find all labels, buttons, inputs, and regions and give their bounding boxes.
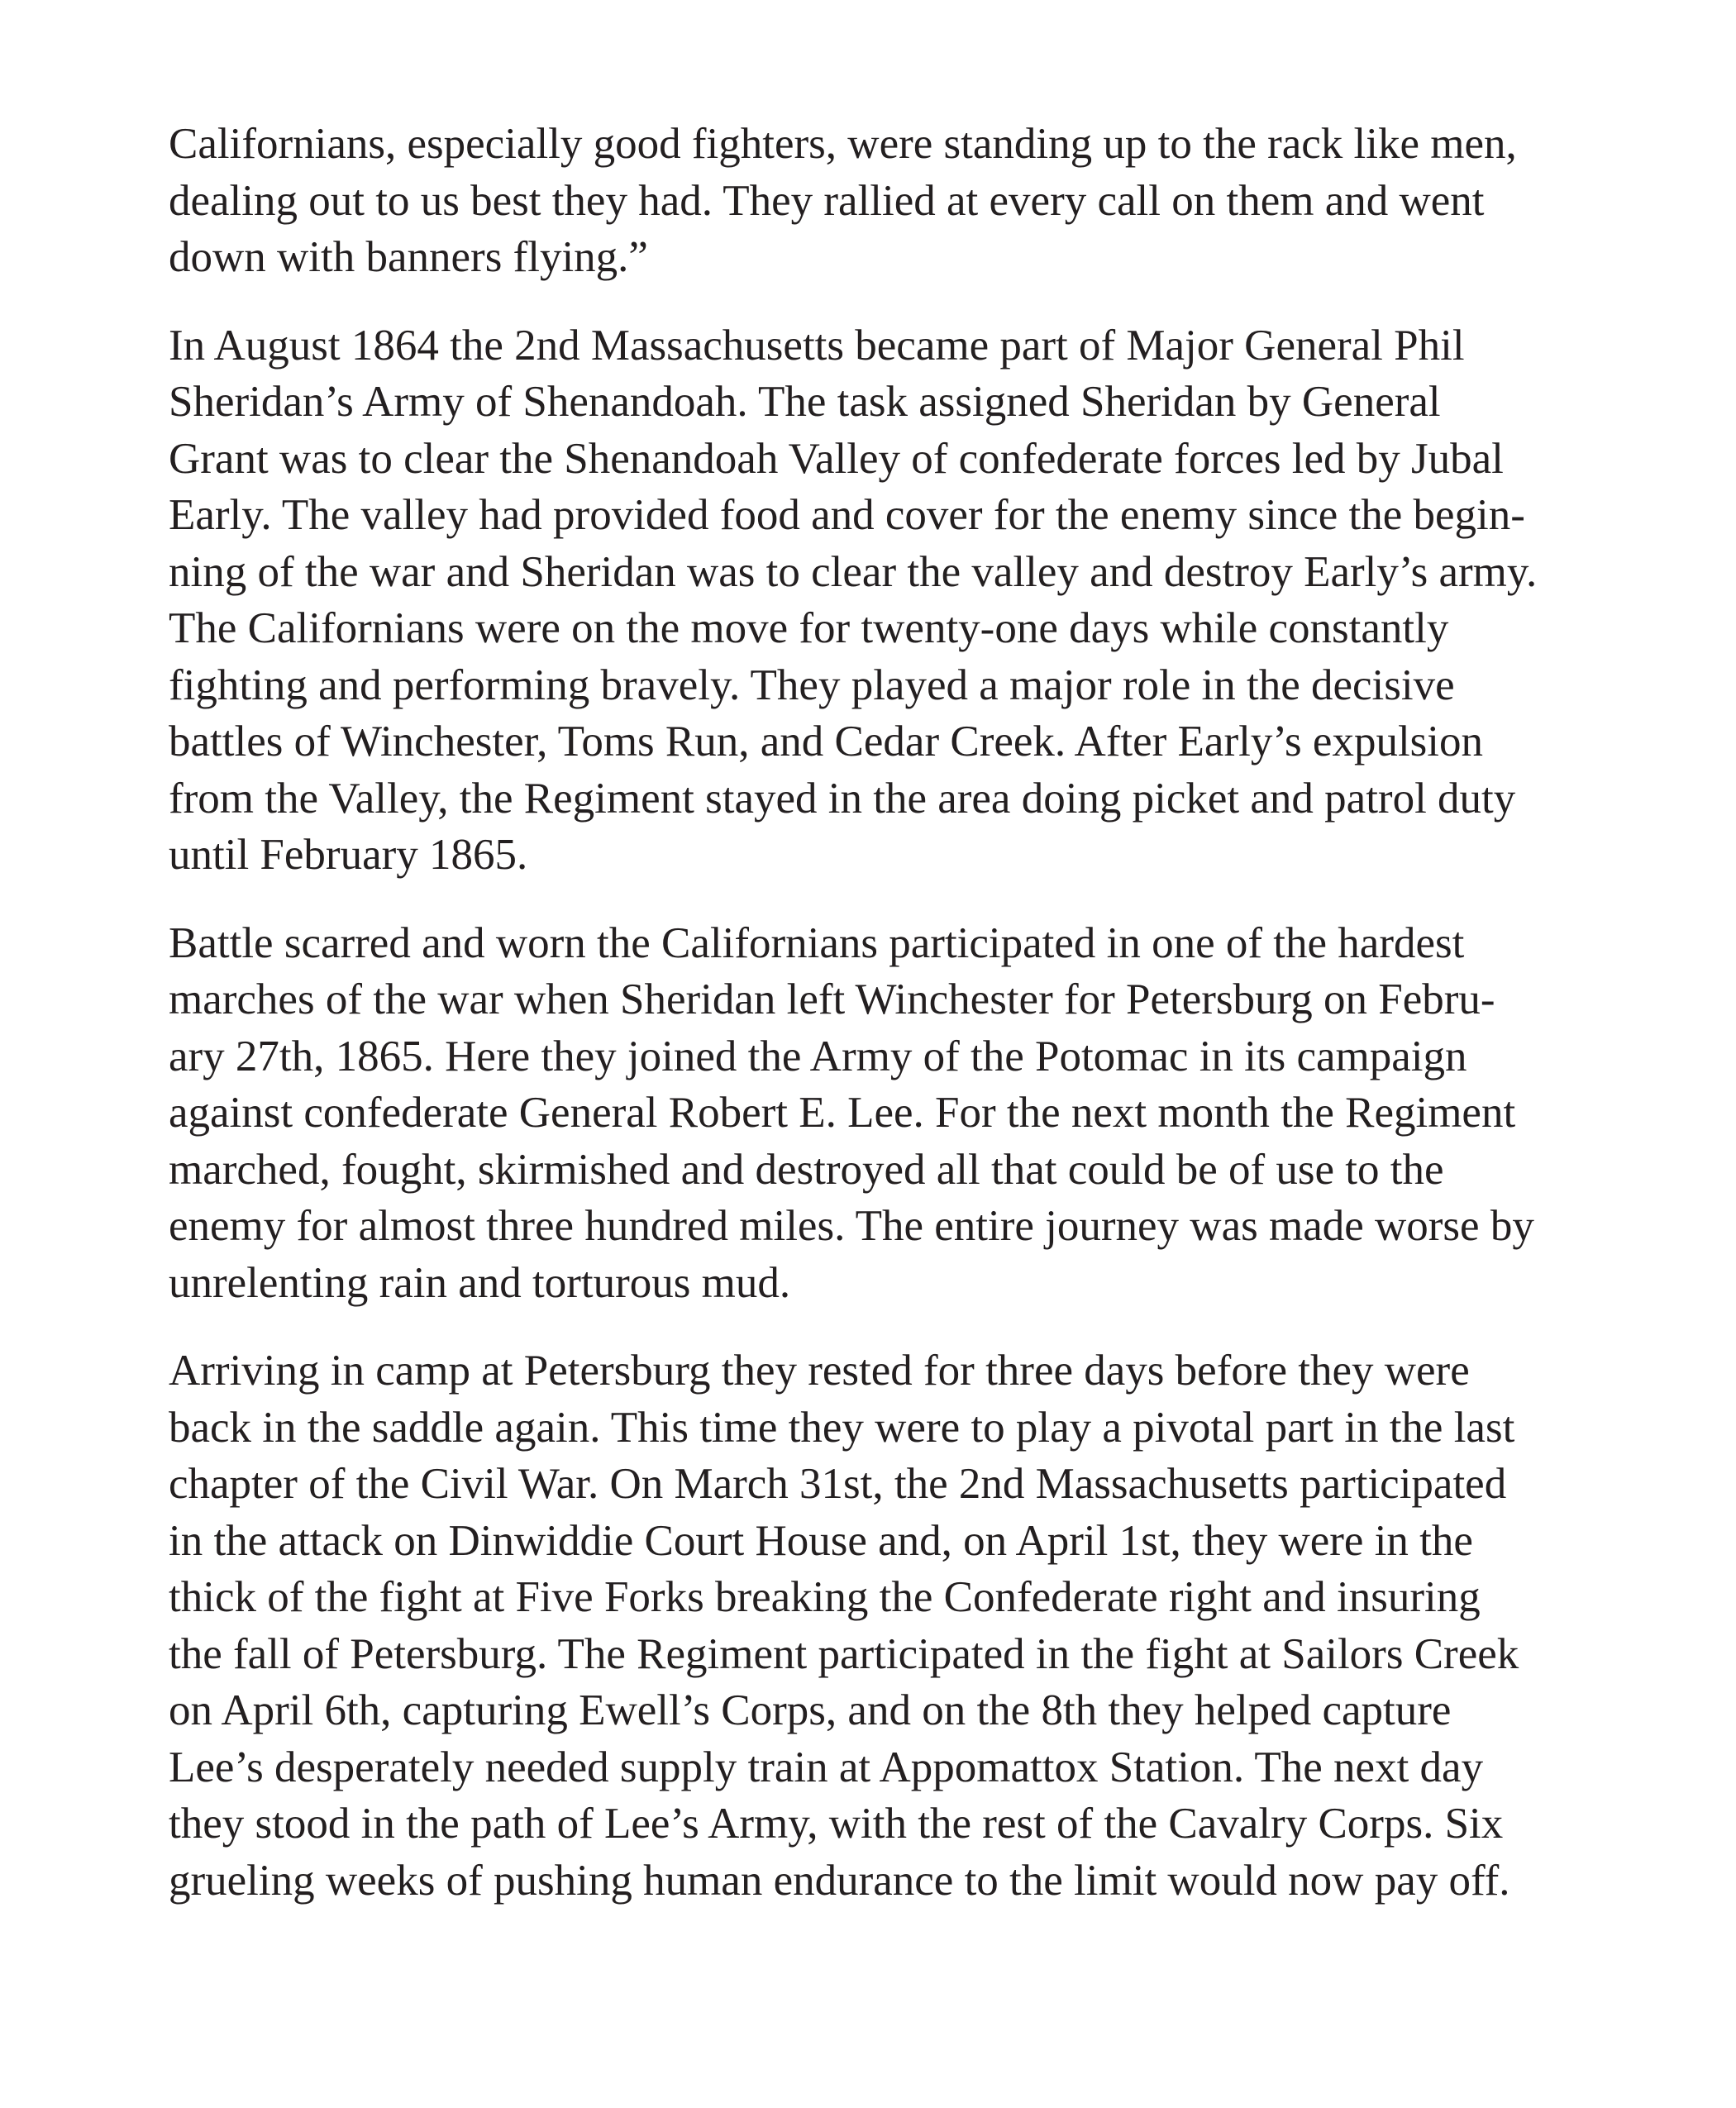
text-line: unrelenting rain and torturous mud. bbox=[169, 1258, 791, 1307]
text-line: in the attack on Dinwiddie Court House and, on April 1st, they were in the bbox=[169, 1516, 1473, 1565]
text-line: thick of the fight at Five Forks breaking the Confederate right and insuring bbox=[169, 1573, 1481, 1621]
text-line: In August 1864 the 2nd Massachusetts became part of Major General Phil bbox=[169, 321, 1465, 370]
paragraph-3 bbox=[169, 915, 1624, 1312]
text-line: Lee’s desperately needed supply train at Appomattox Station. The next day bbox=[169, 1743, 1484, 1791]
text-line: the fall of Petersburg. The Regiment participated in the fight at Sailors Creek bbox=[169, 1629, 1519, 1678]
paragraph-1 bbox=[169, 116, 1624, 286]
text-line: on April 6th, capturing Ewell’s Corps, and on the 8th they helped capture bbox=[169, 1686, 1452, 1734]
text-line: they stood in the path of Lee’s Army, with the rest of the Cavalry Corps. Six bbox=[169, 1800, 1504, 1848]
text-line: The Californians were on the move for twenty-one days while constantly bbox=[169, 604, 1449, 652]
text-line: ning of the war and Sheridan was to clear the valley and destroy Early’s army. bbox=[169, 547, 1538, 596]
text-line: enemy for almost three hundred miles. The entire journey was made worse by bbox=[169, 1202, 1534, 1250]
text-line: Arriving in camp at Petersburg they rested for three days before they were bbox=[169, 1347, 1470, 1395]
text-line: fighting and performing bravely. They played a major role in the decisive bbox=[169, 661, 1455, 709]
text-line: Californians, especially good fighters, were standing up to the rack like men, bbox=[169, 120, 1517, 168]
text-line: battles of Winchester, Toms Run, and Cedar Creek. After Early’s expulsion bbox=[169, 718, 1484, 765]
text-line: from the Valley, the Regiment stayed in the area doing picket and patrol duty bbox=[169, 774, 1516, 823]
text-line: marched, fought, skirmished and destroyed all that could be of use to the bbox=[169, 1145, 1444, 1194]
body-text bbox=[169, 116, 1624, 1940]
paragraph-4 bbox=[169, 1343, 1624, 1909]
text-line: grueling weeks of pushing human endurance to the limit would now pay off. bbox=[169, 1856, 1510, 1905]
text-line: against confederate General Robert E. Lee. For the next month the Regiment bbox=[169, 1089, 1516, 1137]
text-line: until February 1865. bbox=[169, 831, 528, 879]
text-line: marches of the war when Sheridan left Winchester for Petersburg on Febru- bbox=[169, 975, 1495, 1023]
text-line: back in the saddle again. This time they were to play a pivotal part in the last bbox=[169, 1403, 1515, 1452]
text-line: Sheridan’s Army of Shenandoah. The task assigned Sheridan by General bbox=[169, 378, 1441, 426]
text-line: down with banners flying.” bbox=[169, 233, 648, 281]
text-line: dealing out to us best they had. They rallied at every call on them and went bbox=[169, 176, 1485, 225]
paragraph-2 bbox=[169, 317, 1624, 884]
text-line: Battle scarred and worn the Californians participated in one of the hardest bbox=[169, 918, 1465, 967]
text-line: Early. The valley had provided food and cover for the enemy since the begin- bbox=[169, 491, 1525, 539]
text-line: ary 27th, 1865. Here they joined the Army of the Potomac in its campaign bbox=[169, 1032, 1467, 1080]
text-line: Grant was to clear the Shenandoah Valley of confederate forces led by Jubal bbox=[169, 434, 1504, 483]
text-line: chapter of the Civil War. On March 31st, the 2nd Massachusetts participated bbox=[169, 1460, 1507, 1508]
